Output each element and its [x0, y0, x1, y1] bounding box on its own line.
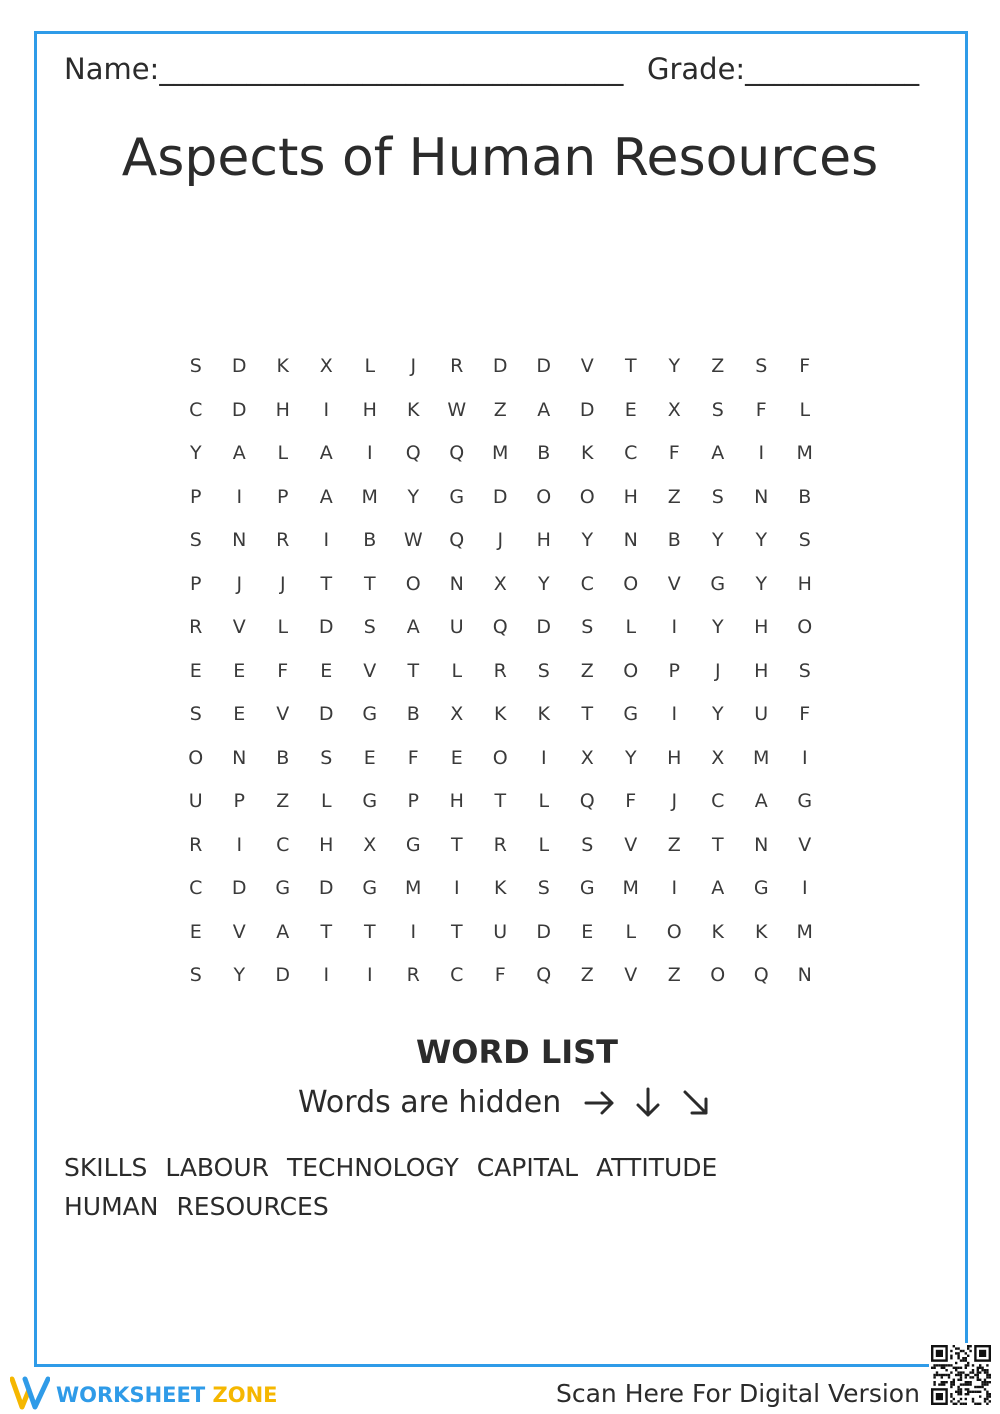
grid-row	[174, 432, 827, 476]
grid-cell[interactable]: P	[277, 485, 289, 508]
worksheetzone-logo-icon	[10, 1376, 50, 1414]
grid-cell[interactable]: T	[450, 833, 463, 856]
grid-cell[interactable]: E	[363, 746, 376, 769]
grid-cell[interactable]: D	[275, 964, 291, 986]
grid-cell[interactable]: H	[623, 485, 638, 508]
grid-cell[interactable]: J	[236, 572, 243, 595]
grid-cell[interactable]: S	[537, 877, 550, 899]
grid-cell[interactable]: O	[536, 485, 552, 508]
grid-cell[interactable]: G	[362, 703, 378, 725]
grid-cell[interactable]: W	[447, 398, 467, 421]
grid-cell[interactable]: B	[406, 703, 420, 725]
grid-row	[174, 954, 827, 998]
grid-cell[interactable]: L	[277, 616, 289, 638]
grid-cell[interactable]: Y	[668, 355, 681, 377]
grid-cell[interactable]: J	[279, 572, 286, 595]
grid-cell[interactable]: D	[318, 616, 334, 638]
arrow-down-right-icon	[679, 1086, 713, 1120]
grid-cell[interactable]: T	[407, 659, 420, 682]
word-list-item: RESOURCES	[176, 1192, 329, 1221]
grid-cell[interactable]: S	[581, 616, 594, 638]
grid-cell[interactable]: P	[668, 659, 680, 682]
grid-cell[interactable]: M	[361, 485, 378, 508]
grid-cell[interactable]: R	[189, 833, 203, 856]
grid-cell[interactable]: M	[622, 877, 639, 899]
grid-cell[interactable]: X	[580, 746, 594, 769]
grid-cell[interactable]: Y	[711, 703, 724, 725]
grid-cell[interactable]: H	[797, 572, 812, 595]
word-list-item: ATTITUDE	[596, 1153, 718, 1182]
grid-cell[interactable]: V	[276, 703, 290, 725]
grid-cell[interactable]: O	[710, 964, 726, 986]
grid-cell[interactable]: L	[625, 616, 637, 638]
grid-cell[interactable]: K	[755, 920, 768, 943]
grid-cell[interactable]: V	[798, 833, 812, 856]
grid-cell[interactable]: X	[363, 833, 377, 856]
grid-cell[interactable]: N	[797, 964, 812, 986]
grid-cell[interactable]: S	[189, 355, 202, 377]
grid-cell[interactable]: R	[406, 964, 420, 986]
grid-cell[interactable]: D	[492, 485, 508, 508]
grid-cell[interactable]: J	[671, 790, 678, 812]
grid-cell[interactable]: O	[623, 659, 639, 682]
grid-row	[174, 780, 827, 824]
grid-cell[interactable]: D	[579, 398, 595, 421]
grid-cell[interactable]: P	[407, 790, 419, 812]
grid-cell[interactable]: U	[188, 790, 203, 812]
grid-cell[interactable]: L	[320, 790, 332, 812]
grid-cell[interactable]: C	[711, 790, 725, 812]
grid-cell[interactable]: A	[711, 877, 725, 899]
grid-cell[interactable]: A	[319, 485, 333, 508]
grid-cell[interactable]: H	[449, 790, 464, 812]
grid-cell[interactable]: S	[189, 529, 202, 551]
grid-cell[interactable]: E	[624, 398, 637, 421]
grid-cell[interactable]: E	[450, 746, 463, 769]
word-list-item: HUMAN	[64, 1192, 159, 1221]
grid-cell[interactable]: T	[363, 572, 376, 595]
grid-cell[interactable]: E	[581, 920, 594, 943]
grid-cell[interactable]: S	[320, 746, 333, 769]
grid-cell[interactable]: G	[797, 790, 813, 812]
grid-cell[interactable]: F	[799, 703, 811, 725]
grid-cell[interactable]: Q	[579, 790, 595, 812]
grid-cell[interactable]: N	[449, 572, 464, 595]
grid-cell[interactable]: G	[753, 877, 769, 899]
grid-cell[interactable]: N	[232, 746, 247, 769]
grid-cell[interactable]: X	[711, 746, 725, 769]
grid-cell[interactable]: B	[363, 529, 377, 551]
grid-cell[interactable]: E	[189, 920, 202, 943]
name-field[interactable]: Name:________________________________	[64, 52, 624, 86]
grid-cell[interactable]: X	[450, 703, 464, 725]
grid-cell[interactable]: Z	[580, 659, 594, 682]
grid-cell[interactable]: Y	[189, 442, 202, 464]
grid-cell[interactable]: S	[537, 659, 550, 682]
grid-cell[interactable]: X	[319, 355, 333, 377]
grid-cell[interactable]: L	[799, 398, 811, 421]
grid-cell[interactable]: F	[799, 355, 811, 377]
grid-cell[interactable]: R	[493, 659, 507, 682]
grid-cell[interactable]: T	[711, 833, 724, 856]
grid-cell[interactable]: O	[188, 746, 204, 769]
grid-cell[interactable]: C	[624, 442, 638, 464]
grid-cell[interactable]: H	[754, 616, 769, 638]
grid-cell[interactable]: N	[232, 529, 247, 551]
grid-cell[interactable]: E	[189, 659, 202, 682]
page-title: Aspects of Human Resources	[121, 128, 879, 188]
grid-row	[174, 563, 827, 607]
grid-cell[interactable]: F	[755, 398, 767, 421]
grid-cell[interactable]: O	[405, 572, 421, 595]
grid-cell[interactable]: L	[364, 355, 376, 377]
grid-cell[interactable]: I	[366, 964, 373, 986]
grid-cell[interactable]: G	[405, 833, 421, 856]
grid-cell[interactable]: T	[581, 703, 594, 725]
grid-row	[174, 606, 827, 650]
grid-cell[interactable]: E	[233, 659, 246, 682]
grid-cell[interactable]: C	[276, 833, 290, 856]
grid-cell[interactable]: G	[449, 485, 465, 508]
grid-cell[interactable]: C	[189, 398, 203, 421]
grid-cell[interactable]: M	[796, 920, 813, 943]
grid-cell[interactable]: Q	[753, 964, 769, 986]
grid-cell[interactable]: K	[581, 442, 594, 464]
grid-cell[interactable]: S	[189, 703, 202, 725]
brand-name	[56, 1383, 278, 1407]
grid-cell[interactable]: Q	[492, 616, 508, 638]
grid-cell[interactable]: O	[492, 746, 508, 769]
grid-cell[interactable]: S	[581, 833, 594, 856]
grid-cell[interactable]: O	[623, 572, 639, 595]
grid-cell[interactable]: H	[275, 398, 290, 421]
grid-cell[interactable]: D	[318, 703, 334, 725]
grid-cell[interactable]: I	[323, 529, 330, 551]
grid-cell[interactable]: A	[406, 616, 420, 638]
grid-cell[interactable]: V	[580, 355, 594, 377]
grid-cell[interactable]: H	[536, 529, 551, 551]
grid-cell[interactable]: I	[323, 398, 330, 421]
grid-cell[interactable]: T	[450, 920, 463, 943]
grid-cell[interactable]: K	[711, 920, 724, 943]
grid-cell[interactable]: I	[410, 920, 417, 943]
grid-cell[interactable]: U	[449, 616, 464, 638]
grid-cell[interactable]: D	[536, 355, 552, 377]
grid-cell[interactable]: L	[451, 659, 463, 682]
grid-cell[interactable]: F	[277, 659, 289, 682]
arrow-down-icon	[631, 1086, 665, 1120]
grid-cell[interactable]: L	[625, 920, 637, 943]
grid-cell[interactable]: H	[754, 659, 769, 682]
grid-cell[interactable]: N	[754, 833, 769, 856]
brand-name-part1: WORKSHEET	[56, 1383, 206, 1407]
grid-cell[interactable]: L	[277, 442, 289, 464]
grid-cell[interactable]: T	[624, 355, 637, 377]
grid-cell[interactable]: E	[320, 659, 333, 682]
grid-cell[interactable]: Z	[711, 355, 725, 377]
grid-row	[174, 476, 827, 520]
grid-cell[interactable]: F	[494, 964, 506, 986]
grid-cell[interactable]: D	[231, 398, 247, 421]
grid-cell[interactable]: Y	[537, 572, 550, 595]
grid-cell[interactable]: I	[671, 877, 678, 899]
word-list-item: LABOUR	[165, 1153, 269, 1182]
grid-cell[interactable]: H	[319, 833, 334, 856]
grid-cell[interactable]: R	[189, 616, 203, 638]
grid-cell[interactable]: Y	[233, 964, 246, 986]
grid-cell[interactable]: S	[798, 529, 811, 551]
grid-cell[interactable]: A	[232, 442, 246, 464]
grid-cell[interactable]: I	[236, 833, 243, 856]
grid-cell[interactable]: F	[668, 442, 680, 464]
grid-cell[interactable]: S	[711, 398, 724, 421]
grid-cell[interactable]: M	[405, 877, 422, 899]
grid-row	[174, 867, 827, 911]
grid-cell[interactable]: Y	[755, 572, 768, 595]
grid-cell[interactable]: B	[667, 529, 681, 551]
grid-cell[interactable]: F	[407, 746, 419, 769]
grid-cell[interactable]: M	[796, 442, 813, 464]
grid-cell[interactable]: Y	[581, 529, 594, 551]
grid-row	[174, 911, 827, 955]
word-list-item: TECHNOLOGY	[286, 1153, 459, 1182]
grid-cell[interactable]: P	[190, 572, 202, 595]
direction-hint	[298, 1085, 713, 1120]
grid-cell[interactable]: T	[320, 572, 333, 595]
grid-cell[interactable]: O	[797, 616, 813, 638]
word-search-grid	[174, 345, 827, 998]
grid-cell[interactable]: S	[798, 659, 811, 682]
grid-cell[interactable]: C	[580, 572, 594, 595]
grid-cell[interactable]: T	[320, 920, 333, 943]
grid-cell[interactable]: V	[232, 920, 246, 943]
grid-cell[interactable]: X	[667, 398, 681, 421]
grid-cell[interactable]: S	[755, 355, 768, 377]
grid-cell[interactable]: R	[450, 355, 464, 377]
grid-row	[174, 389, 827, 433]
grid-cell[interactable]: Z	[667, 833, 681, 856]
grid-cell[interactable]: N	[754, 485, 769, 508]
grid-cell[interactable]: J	[714, 659, 721, 682]
word-list-heading: WORD LIST	[415, 1033, 618, 1071]
grid-cell[interactable]: S	[363, 616, 376, 638]
grid-cell[interactable]: H	[667, 746, 682, 769]
grid-row	[174, 693, 827, 737]
brand-name-part2: ZONE	[212, 1383, 278, 1407]
grid-cell[interactable]: O	[666, 920, 682, 943]
grid-row	[174, 345, 827, 389]
grid-cell[interactable]: G	[710, 572, 726, 595]
grid-cell[interactable]: Y	[624, 746, 637, 769]
grid-cell[interactable]: K	[537, 703, 550, 725]
grid-cell[interactable]: P	[190, 485, 202, 508]
grid-cell[interactable]: T	[494, 790, 507, 812]
grid-cell[interactable]: R	[276, 529, 290, 551]
brand-logo	[10, 1376, 278, 1414]
grid-cell[interactable]: G	[623, 703, 639, 725]
grid-cell[interactable]: E	[233, 703, 246, 725]
grid-cell[interactable]: I	[366, 442, 373, 464]
grid-cell[interactable]: G	[579, 877, 595, 899]
grid-cell[interactable]: Y	[407, 485, 420, 508]
grid-cell[interactable]: Z	[276, 790, 290, 812]
grade-field[interactable]: Grade:____________	[647, 52, 920, 86]
grid-cell[interactable]: B	[798, 485, 812, 508]
grid-cell[interactable]: V	[232, 616, 246, 638]
grid-cell[interactable]: Z	[580, 964, 594, 986]
grid-cell[interactable]: Y	[755, 529, 768, 551]
grid-cell[interactable]: I	[801, 746, 808, 769]
grid-cell[interactable]: V	[363, 659, 377, 682]
grid-cell[interactable]: Z	[667, 964, 681, 986]
word-list-item: SKILLS	[64, 1153, 148, 1182]
grid-cell[interactable]: H	[362, 398, 377, 421]
grid-cell[interactable]: D	[536, 616, 552, 638]
grid-row	[174, 824, 827, 868]
grid-cell[interactable]: X	[493, 572, 507, 595]
grid-cell[interactable]: L	[538, 833, 550, 856]
grid-row	[174, 650, 827, 694]
grid-cell[interactable]: G	[362, 790, 378, 812]
grid-cell[interactable]: K	[276, 355, 289, 377]
grid-cell[interactable]: A	[754, 790, 768, 812]
grid-cell[interactable]: I	[236, 485, 243, 508]
grid-cell[interactable]: I	[758, 442, 765, 464]
grid-cell[interactable]: V	[624, 833, 638, 856]
grid-cell[interactable]: T	[363, 920, 376, 943]
direction-hint-text: Words are hidden	[298, 1085, 562, 1120]
grid-cell[interactable]: Z	[667, 485, 681, 508]
qr-code-icon[interactable]	[929, 1343, 991, 1405]
grid-cell[interactable]: V	[624, 964, 638, 986]
grid-cell[interactable]: G	[362, 877, 378, 899]
grid-cell[interactable]: D	[318, 877, 334, 899]
grid-cell[interactable]: A	[711, 442, 725, 464]
grid-cell[interactable]: Y	[711, 616, 724, 638]
grid-cell[interactable]: I	[671, 703, 678, 725]
grid-cell[interactable]: Y	[711, 529, 724, 551]
direction-arrows	[583, 1086, 713, 1120]
grid-cell[interactable]: B	[537, 442, 551, 464]
grid-cell[interactable]: C	[450, 964, 464, 986]
grid-cell[interactable]: A	[276, 920, 290, 943]
grid-cell[interactable]: G	[275, 877, 291, 899]
grid-cell[interactable]: J	[410, 355, 417, 377]
grid-cell[interactable]: I	[453, 877, 460, 899]
grid-cell[interactable]: S	[189, 964, 202, 986]
grid-cell[interactable]: A	[537, 398, 551, 421]
word-list-item: CAPITAL	[476, 1153, 579, 1182]
grid-cell[interactable]: J	[497, 529, 504, 551]
grid-row	[174, 737, 827, 781]
grid-cell[interactable]: W	[403, 529, 423, 551]
grid-cell[interactable]: I	[540, 746, 547, 769]
grid-cell[interactable]: Z	[493, 398, 507, 421]
grid-cell[interactable]: D	[231, 877, 247, 899]
grid-cell[interactable]: U	[754, 703, 769, 725]
grid-cell[interactable]: Q	[405, 442, 421, 464]
grid-cell[interactable]: I	[671, 616, 678, 638]
grid-cell[interactable]: Q	[449, 442, 465, 464]
grid-cell[interactable]: Q	[536, 964, 552, 986]
grid-cell[interactable]: K	[494, 703, 507, 725]
grid-cell[interactable]: D	[231, 355, 247, 377]
grid-cell[interactable]: C	[189, 877, 203, 899]
grid-cell[interactable]: N	[623, 529, 638, 551]
grid-cell[interactable]: M	[492, 442, 509, 464]
grid-cell[interactable]: K	[494, 877, 507, 899]
grid-cell[interactable]: K	[407, 398, 420, 421]
grid-cell[interactable]: L	[538, 790, 550, 812]
scan-instructions: Scan Here For Digital Version	[556, 1379, 920, 1408]
arrow-right-icon	[583, 1086, 617, 1120]
grid-cell[interactable]: Q	[449, 529, 465, 551]
grid-cell[interactable]: F	[625, 790, 637, 812]
grid-cell[interactable]: I	[323, 964, 330, 986]
grid-cell[interactable]: S	[711, 485, 724, 508]
grid-row	[174, 519, 827, 563]
grid-cell[interactable]: D	[536, 920, 552, 943]
grid-cell[interactable]: B	[276, 746, 290, 769]
grid-cell[interactable]: A	[319, 442, 333, 464]
grid-cell[interactable]: M	[753, 746, 770, 769]
grid-cell[interactable]: D	[492, 355, 508, 377]
grid-cell[interactable]: I	[801, 877, 808, 899]
grid-cell[interactable]: R	[493, 833, 507, 856]
grid-cell[interactable]: O	[579, 485, 595, 508]
grid-cell[interactable]: P	[233, 790, 245, 812]
grid-cell[interactable]: V	[667, 572, 681, 595]
word-list	[64, 1148, 824, 1226]
grid-cell[interactable]: U	[493, 920, 508, 943]
